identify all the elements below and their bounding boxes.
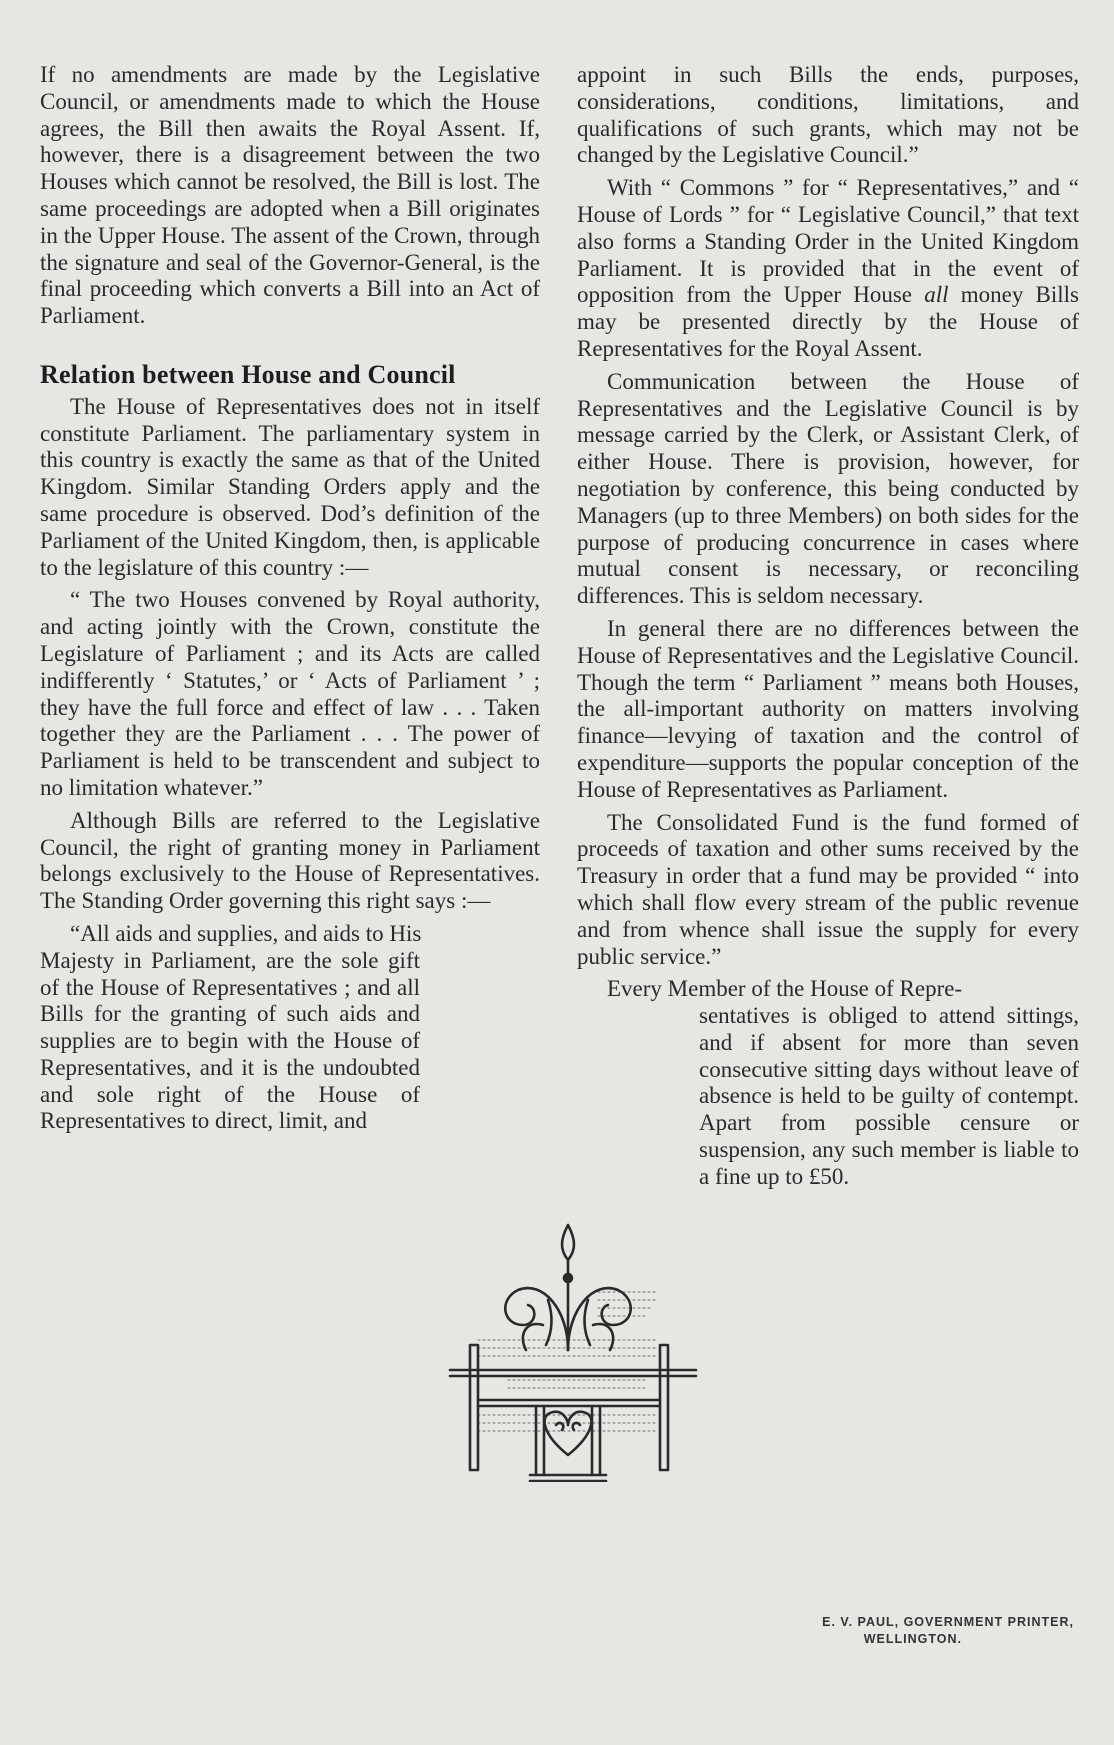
commons-text-tail: money Bills may be presented directly by the House of Representatives for the Royal Assent. — [577, 282, 1080, 361]
section-heading: Relation between House and Council — [40, 359, 456, 389]
paragraph-standing-order-quote: Majesty in Parliament, are the sole gift of the House of Representatives ; and all Bills for the granting of such aids and supplies are to begin with the House of Representatives, and it is the undoubted and sole right of the House of Representatives to direct, limit, and — [40, 947, 420, 1134]
left-column — [40, 62, 540, 1141]
paragraph-standing-order-quote-first: “All aids and supplies, and aids to His — [70, 920, 422, 946]
paragraph-consolidated-fund: The Consolidated Fund is the fund formed of proceeds of taxation and other sums received by the Treasury in order that a fund may be provided “ into which shall flow every stream of the public revenue and from whence shall issue the supply for every public service.” — [577, 809, 1079, 969]
paragraph-commons — [577, 175, 1079, 363]
printer-imprint — [822, 1614, 1074, 1648]
paragraph-no-differences: In general there are no differences between the House of Representatives and the Legislative Council. Though the term “ Parliament ” means both Houses, the all-important authority on matters involving finance—levying of taxation and the control of expenditure—supports the popular conception of the House of Representatives as Parliament. — [577, 615, 1079, 802]
printer-line-1: E. V. PAUL, GOVERNMENT PRINTER, — [822, 1615, 1074, 1629]
paragraph-attendance-first: Every Member of the House of Repre- — [607, 976, 963, 1002]
right-column — [577, 62, 1079, 1191]
paragraph-parliament-definition: The House of Representatives does not in itself constitute Parliament. The parliamentary system in this country is exactly the same as that of the United Kingdom. Similar Standing Orders apply and the same procedure is observed. Dod’s definition of the Parliament of the United Kingdom, then, is applicable to the legislature of this country :— — [40, 393, 540, 580]
commons-text: With “ Commons ” for “ Representatives,” and “ House of Lords ” for “ Legislative Council,” that text also forms a Standing Order in the United Kingdom Parliament. It is provided that in the event of opposition from the Upper House — [577, 175, 1079, 308]
paragraph-dod-quote: “ The two Houses convened by Royal authority, and acting jointly with the Crown, constitute the Legislature of Parliament ; and its Acts are called indifferently ‘ Statutes,’ or ‘ Acts of Parliament ’ ; they have the full force and effect of law . . . Taken together they are the Parliament . . . The power of Parliament is held to be transcendent and subject to no limitation whatever.” — [40, 587, 540, 800]
emphasis-all: all — [924, 282, 949, 308]
paragraph-royal-assent: If no amendments are made by the Legislative Council, or amendments made to which the House agrees, the Bill then awaits the Royal Assent. If, however, there is a disagreement between the two Houses which cannot be resolved, the Bill is lost. The same proceedings are adopted when a Bill originates in the Upper House. The assent of the Crown, through the signature and seal of the Governor-General, is the final proceeding which converts a Bill into an Act of Parliament. — [40, 62, 540, 329]
paragraph-attendance: sentatives is obliged to attend sittings, and if absent for more than seven consecutive sitting days without leave of absence is held to be guilty of contempt. Apart from possible censure or suspension, any such member is liable to a fine up to £50. — [699, 1003, 1079, 1189]
wrought-iron-crown-gate-icon — [448, 1220, 698, 1482]
paragraph-appoint: appoint in such Bills the ends, purposes, considerations, conditions, limitations, and qualifications of such grants, which may not be changed by the Legislative Council.” — [577, 62, 1079, 168]
paragraph-communication: Communication between the House of Representatives and the Legislative Council is by message carried by the Clerk, or Assistant Clerk, of either House. There is provision, however, for negotiation by conference, this being conducted by Managers (up to three Members) on both sides for the purpose of producing concurrence in cases where mutual consent is necessary, or reconciling differences. This is seldom necessary. — [577, 368, 1079, 609]
paragraph-granting-money: Although Bills are referred to the Legislative Council, the right of granting money in Parliament belongs exclusively to the House of Representatives. The Standing Order governing this right says :— — [40, 807, 540, 914]
printer-line-2: WELLINGTON. — [863, 1632, 962, 1646]
